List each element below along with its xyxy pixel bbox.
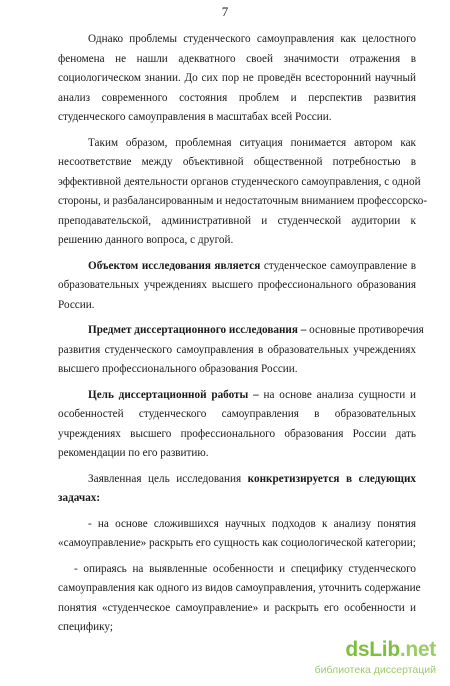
- list-item-task-2: [58, 560, 421, 638]
- text-run: основные противоречия: [306, 324, 424, 336]
- text-line: анализ современного состояния проблем и перспектив развития: [58, 91, 416, 104]
- text-line: социологическом знании. До сих пор не проведён всесторонний научный: [58, 72, 416, 84]
- dslib-watermark: [312, 638, 436, 678]
- text-line: России.: [58, 298, 95, 311]
- text-run: на основе анализа сущности и: [258, 388, 416, 401]
- text-line: «самоуправление» раскрыть его сущность как социологической категории;: [58, 537, 416, 549]
- text-line: развития студенческого самоуправления в образовательных учреждениях: [58, 343, 416, 356]
- text-line: несоответствие между объективной общественной потребностью в: [58, 156, 416, 168]
- watermark-caption: библиотека диссертаций: [314, 664, 436, 676]
- document-body: [58, 30, 428, 638]
- object-heading: Объектом исследования является: [88, 259, 261, 272]
- text-line: [58, 470, 416, 490]
- text-line: решению данного вопроса, с другой.: [58, 234, 234, 246]
- text-run: Заявленная цель исследования: [88, 472, 248, 485]
- text-line: Таким образом, проблемная ситуация понимается автором как: [88, 136, 416, 149]
- text-line: Однако проблемы студенческого самоуправления как целостного: [88, 33, 416, 45]
- text-line: - опираясь на выявленные особенности и специфику студенческого: [74, 562, 416, 575]
- subject-heading: Предмет диссертационного исследования –: [88, 324, 307, 336]
- text-line: эффективной деятельности органов студенческого самоуправления, с одной: [58, 175, 421, 188]
- text-line: понятия «студенческое самоуправление» и раскрыть его особенности и: [58, 601, 416, 614]
- text-line: - на основе сложившихся научных подходов к анализу понятия: [88, 517, 416, 530]
- logo-text-domain: .net: [399, 638, 436, 661]
- text-line: [58, 321, 424, 341]
- text-line: высшего профессионального образования России.: [58, 363, 298, 375]
- text-line: [58, 489, 416, 509]
- text-line: стороны, и разбалансированным и недостаточным вниманием профессорско-: [58, 195, 428, 207]
- text-line: [58, 257, 416, 277]
- paragraph-tasks-intro: [58, 470, 416, 509]
- list-item-task-1: [58, 515, 416, 554]
- paragraph-problem: [58, 30, 416, 128]
- logo-text-main: dsLib: [345, 638, 400, 661]
- text-line: самоуправления как одного из видов самоуправления, уточнить содержание: [58, 582, 421, 594]
- tasks-heading-end: задачах:: [58, 492, 101, 504]
- text-line: [58, 386, 416, 406]
- tasks-heading: конкретизируется в следующих: [247, 472, 416, 485]
- text-line: рекомендации по его развитию.: [58, 447, 209, 459]
- text-line: образовательных учреждениях высшего профессионального образования: [58, 279, 416, 291]
- text-line: преподавательской, административной и студенческой аудитории к: [58, 214, 416, 227]
- paragraph-goal: [58, 386, 416, 464]
- text-line: специфику;: [58, 621, 113, 633]
- text-line: феномена не нашли адекватного своей значимости отражения в: [58, 52, 416, 65]
- goal-heading: Цель диссертационной работы –: [88, 388, 259, 401]
- dslib-logo: [312, 638, 436, 664]
- text-line: особенностей студенческого самоуправления в образовательных: [58, 408, 416, 420]
- text-run: студенческое самоуправление в: [260, 259, 417, 272]
- paragraph-subject: [58, 321, 424, 380]
- page-number: 7: [221, 4, 229, 19]
- paragraph-object: [58, 257, 416, 316]
- text-line: учреждениях высшего профессионального образования России дать: [58, 427, 416, 440]
- paragraph-situation: [58, 134, 428, 251]
- text-line: студенческого самоуправления в масштабах всей России.: [58, 111, 332, 123]
